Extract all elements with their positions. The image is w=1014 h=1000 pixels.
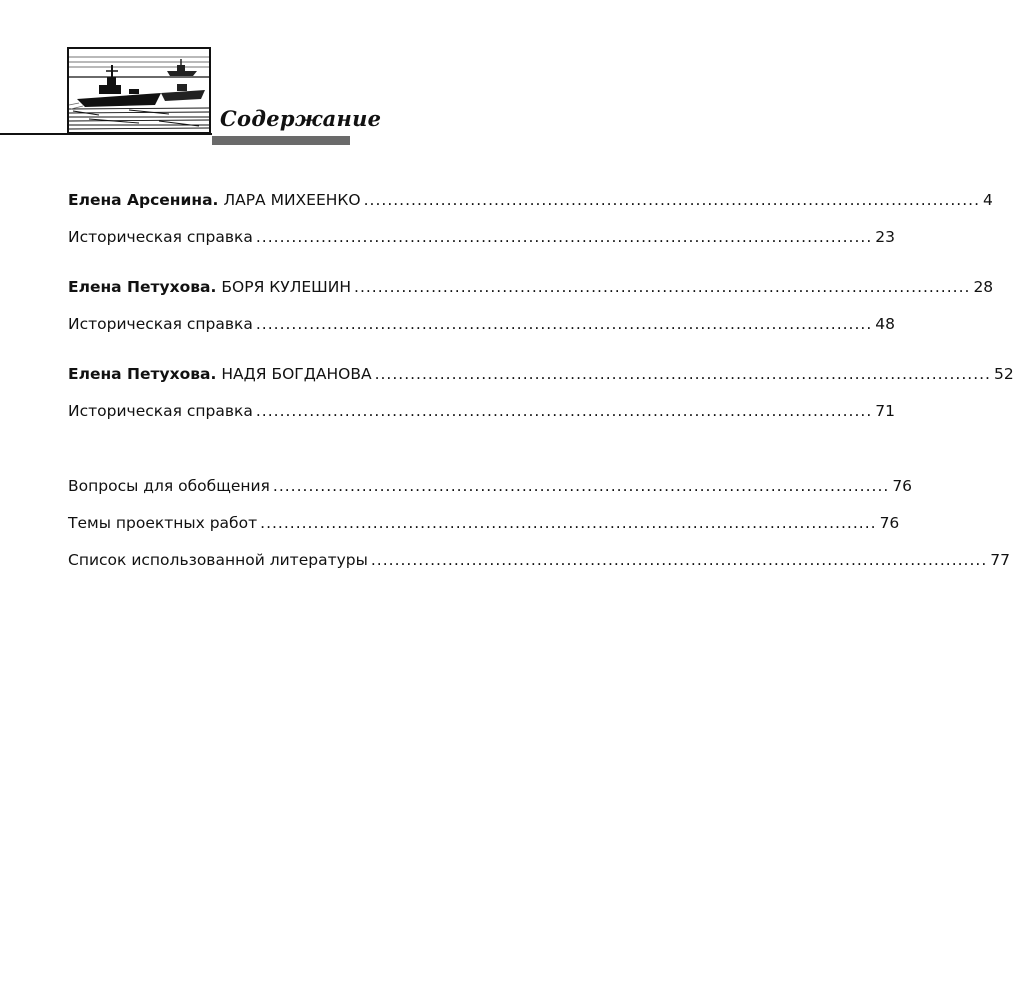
toc-title: ЛАРА МИХЕЕНКО xyxy=(223,191,361,209)
toc-author: Елена Арсенина. xyxy=(68,191,219,209)
toc-page: 23 xyxy=(875,228,896,246)
title-underline-bar xyxy=(212,136,350,145)
toc-entry[interactable] xyxy=(68,513,900,533)
toc-title: БОРЯ КУЛЕШИН xyxy=(221,278,352,296)
toc-page: 77 xyxy=(990,551,1011,569)
toc-leader: ........................................................................................................ xyxy=(363,191,981,209)
toc-entry[interactable] xyxy=(68,190,993,210)
ships-at-sea-illustration xyxy=(67,47,211,134)
toc-title: Историческая справка xyxy=(68,315,253,333)
toc-leader: ........................................................................................................ xyxy=(260,514,877,532)
toc-leader: ........................................................................................................ xyxy=(374,365,991,383)
toc-title: Историческая справка xyxy=(68,228,253,246)
toc-page: 76 xyxy=(892,477,913,495)
toc-entry[interactable] xyxy=(68,476,913,496)
toc-title: Список использованной литературы xyxy=(68,551,368,569)
toc-title: Темы проектных работ xyxy=(68,514,258,532)
toc-entry[interactable] xyxy=(68,401,896,421)
header-rule xyxy=(0,133,212,135)
page-title: Содержание xyxy=(220,106,382,131)
toc-leader: ........................................................................................................ xyxy=(255,402,873,420)
toc-page: 76 xyxy=(879,514,900,532)
toc-leader: ........................................................................................................ xyxy=(255,315,873,333)
toc-leader: ........................................................................................................ xyxy=(272,477,890,495)
toc-entry[interactable] xyxy=(68,227,896,247)
table-of-contents xyxy=(68,190,1014,570)
toc-page: 48 xyxy=(875,315,896,333)
toc-leader: ........................................................................................................ xyxy=(255,228,873,246)
toc-leader: ........................................................................................................ xyxy=(354,278,971,296)
toc-page: 52 xyxy=(993,365,1014,383)
toc-entry[interactable] xyxy=(68,314,896,334)
toc-author: Елена Петухова. xyxy=(68,365,217,383)
toc-page: 71 xyxy=(875,402,896,420)
toc-title: Вопросы для обобщения xyxy=(68,477,270,495)
toc-entry[interactable] xyxy=(68,364,1014,384)
toc-title: НАДЯ БОГДАНОВА xyxy=(221,365,372,383)
toc-entry[interactable] xyxy=(68,550,1011,570)
toc-leader: ........................................................................................................ xyxy=(370,551,988,569)
toc-author: Елена Петухова. xyxy=(68,278,217,296)
toc-entry[interactable] xyxy=(68,277,994,297)
toc-title: Историческая справка xyxy=(68,402,253,420)
toc-page: 4 xyxy=(983,191,993,209)
page-header xyxy=(0,0,644,160)
toc-page: 28 xyxy=(973,278,994,296)
